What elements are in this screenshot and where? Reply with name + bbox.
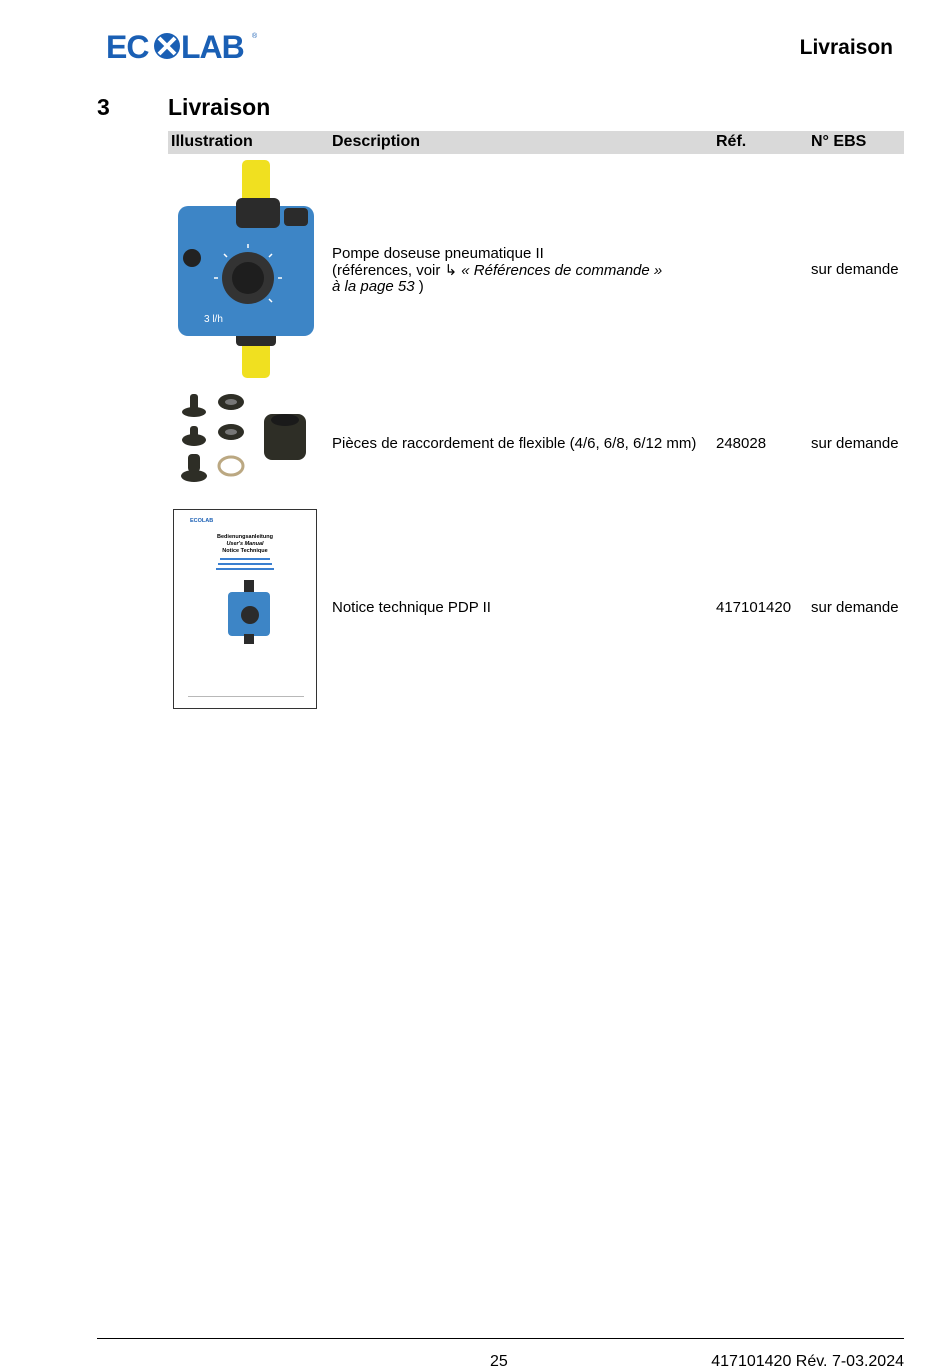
page-ref-label: à la page bbox=[332, 278, 394, 295]
section-number: 3 bbox=[97, 94, 110, 120]
column-header-ebs: N° EBS bbox=[811, 133, 867, 150]
manual-title-3: Notice Technique bbox=[222, 548, 268, 554]
svg-text:®: ® bbox=[252, 33, 258, 40]
hose-fittings-image bbox=[176, 390, 316, 490]
delivery-table bbox=[168, 131, 904, 734]
row-ebs: sur demande bbox=[811, 435, 899, 452]
row-description: Notice technique PDP II bbox=[332, 599, 491, 616]
column-header-description: Description bbox=[332, 133, 421, 150]
ecolab-logo bbox=[106, 30, 258, 62]
description-close: ) bbox=[418, 278, 424, 295]
row-ref: 417101420 bbox=[716, 599, 792, 616]
document-revision: 417101420 Rév. 7-03.2024 bbox=[711, 1353, 904, 1370]
row-ref: 248028 bbox=[716, 435, 767, 452]
table-row bbox=[168, 384, 904, 504]
svg-text:EC: EC bbox=[106, 30, 149, 62]
pump-image bbox=[174, 160, 319, 380]
page-ref-number[interactable]: 53 bbox=[397, 278, 415, 295]
footer-divider bbox=[97, 1338, 904, 1339]
svg-text:3 l/h: 3 l/h bbox=[204, 314, 223, 325]
column-header-ref: Réf. bbox=[716, 133, 747, 150]
table-row bbox=[168, 154, 904, 384]
description-line-2 bbox=[332, 263, 712, 280]
table-row bbox=[168, 504, 904, 734]
row-description: Pièces de raccordement de flexible (4/6, 6/8, 6/12 mm) bbox=[332, 435, 697, 452]
row-ebs: sur demande bbox=[811, 261, 899, 278]
manual-cover-image bbox=[173, 509, 317, 709]
table-header bbox=[168, 131, 904, 154]
arrow-link-icon: ↳ bbox=[444, 261, 458, 279]
manual-title-2: User's Manual bbox=[226, 541, 264, 547]
description-line-3 bbox=[332, 279, 712, 296]
column-header-illustration: Illustration bbox=[171, 133, 253, 150]
header-title: Livraison bbox=[799, 36, 893, 59]
manual-brand: ECOLAB bbox=[190, 518, 214, 524]
description-prefix: (références, voir bbox=[332, 261, 441, 279]
page-number: 25 bbox=[490, 1353, 508, 1370]
description-line-1: Pompe doseuse pneumatique II bbox=[332, 245, 544, 262]
row-ebs: sur demande bbox=[811, 599, 899, 616]
section-title: Livraison bbox=[168, 94, 271, 120]
svg-text:LAB: LAB bbox=[181, 30, 244, 62]
row-description bbox=[332, 246, 712, 296]
manual-title-1: Bedienungsanleitung bbox=[217, 534, 273, 540]
reference-link[interactable]: « Références de commande » bbox=[461, 261, 663, 279]
